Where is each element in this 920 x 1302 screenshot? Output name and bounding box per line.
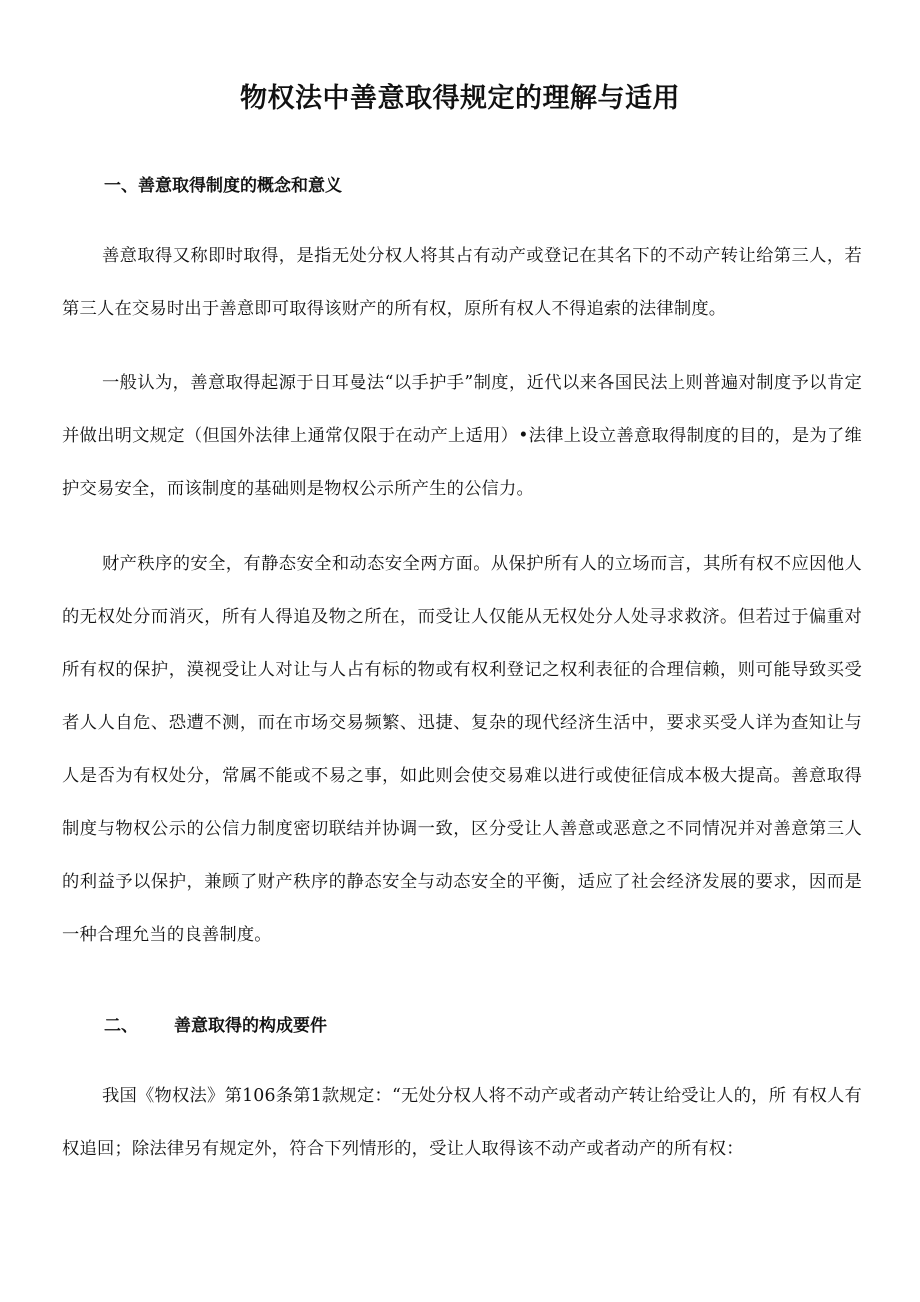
section-title-2: 善意取得的构成要件 (174, 1016, 327, 1036)
paragraph-4: 我国《物权法》第106条第1款规定：“无处分权人将不动产或者动产转让给受让人的，所 有权人有权追回；除法律另有规定外，符合下列情形的，受让人取得该不动产或者动产的所有权： (62, 1086, 862, 1159)
paragraph-1: 善意取得又称即时取得，是指无处分权人将其占有动产或登记在其名下的不动产转让给第三人，若第三人在交易时出于善意即可取得该财产的所有权，原所有权人不得追索的法律制度。 (62, 246, 862, 319)
section-number-1: 一、 (104, 176, 138, 196)
section-number-2: 二、 (104, 1016, 138, 1036)
section-heading-2 (104, 1011, 327, 1036)
paragraph-3: 财产秩序的安全，有静态安全和动态安全两方面。从保护所有人的立场而言，其所有权不应因他人的无权处分而消灭，所有人得追及物之所在，而受让人仅能从无权处分人处寻求救济。但若过于偏重对所有权的保护，漠视受让人对让与人占有标的物或有权利登记之权利表征的合理信赖，则可能导致买受者人人自危、恐遭不测，而在市场交易频繁、迅捷、复杂的现代经济生活中，要求买受人详为查知让与人是否为有权处分，常属不能或不易之事，如此则会使交易难以进行或使征信成本极大提高。善意取得制度与物权公示的公信力制度密切联结并协调一致，区分受让人善意或恶意之不同情况并对善意第三人的利益予以保护，兼顾了财产秩序的静态安全与动态安全的平衡，适应了社会经济发展的要求，因而是一种合理允当的良善制度。 (62, 554, 862, 945)
section-heading-1 (104, 171, 342, 196)
page-title: 物权法中善意取得规定的理解与适用 (240, 83, 680, 114)
paragraph-2: 一般认为，善意取得起源于日耳曼法“以手护手”制度，近代以来各国民法上则普遍对制度予以肯定并做出明文规定（但国外法律上通常仅限于在动产上适用）•法律上设立善意取得制度的目的，是为了维护交易安全，而该制度的基础则是物权公示所产生的公信力。 (62, 373, 862, 499)
section-title-1: 善意取得制度的概念和意义 (138, 176, 342, 196)
